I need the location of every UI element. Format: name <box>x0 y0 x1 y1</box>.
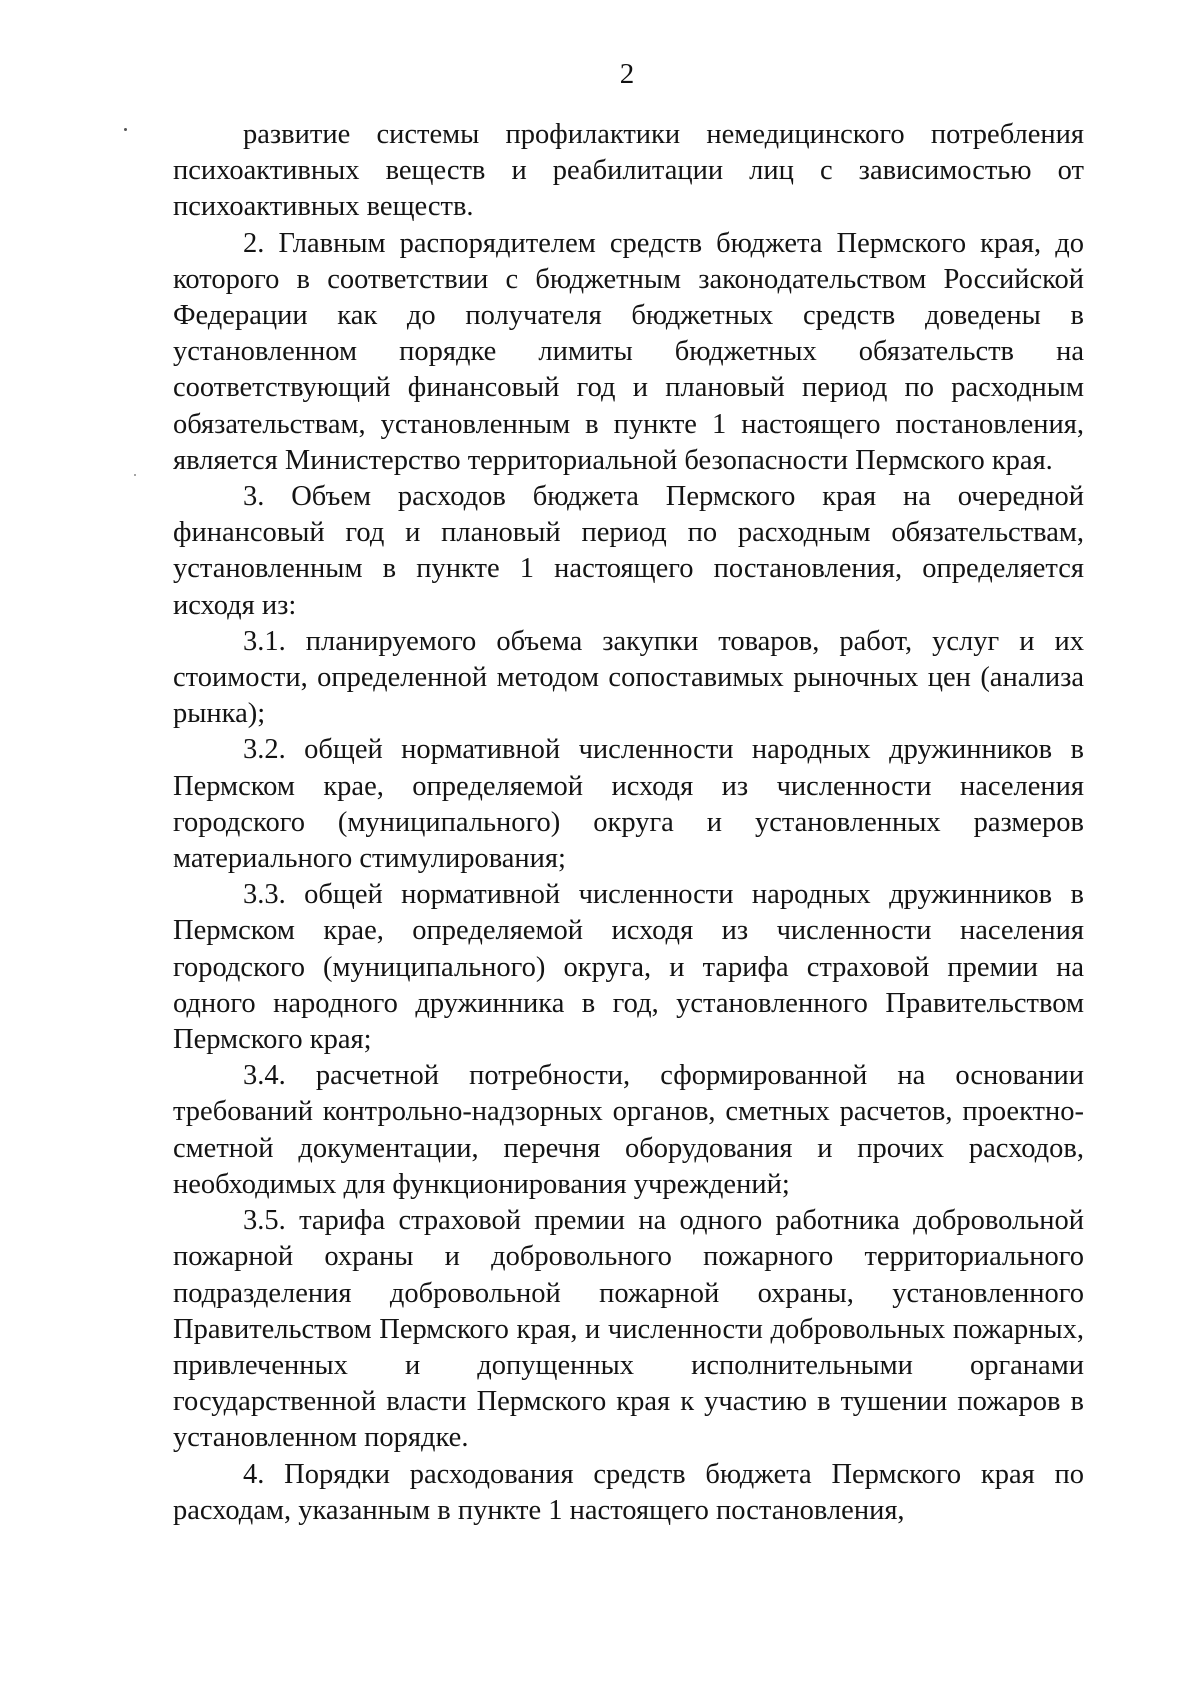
paragraph-3: 3. Объем расходов бюджета Пермского края на очередной финансовый год и плановый период по расходным обязательствам, установленным в пункте 1 настоящего постановления, определяется исходя из: <box>173 481 1084 621</box>
scan-speck <box>124 128 127 131</box>
paragraph-3-3: 3.3. общей нормативной численности народных дружинников в Пермском крае, определяемой исходя из численности населения городского (муниципального) округа, и тарифа страховой премии на одного народного дружинника в год, установленного Правительством Пермского края; <box>173 879 1084 1056</box>
scan-speck <box>134 474 136 476</box>
paragraph-3-1: 3.1. планируемого объема закупки товаров, работ, услуг и их стоимости, определенной методом сопоставимых рыночных цен (анализа рынка); <box>173 625 1084 730</box>
paragraph-3-4: 3.4. расчетной потребности, сформированной на основании требований контрольно-надзорных органов, сметных расчетов, проектно-сметной документации, перечня оборудования и прочих расходов, необходимых для функционирования учреждений; <box>173 1060 1084 1200</box>
page-number: 2 <box>619 58 635 90</box>
paragraph-continuation: развитие системы профилактики немедицинского потребления психоактивных веществ и реабилитации лиц с зависимостью от психоактивных веществ. <box>173 119 1084 223</box>
paragraph-3-2: 3.2. общей нормативной численности народных дружинников в Пермском крае, определяемой исходя из численности населения городского (муниципального) округа и установленных размеров материального стимулирования; <box>173 734 1084 875</box>
document-body <box>173 117 1084 1529</box>
paragraph-2: 2. Главным распорядителем средств бюджета Пермского края, до которого в соответствии с бюджетным законодательством Российской Федерации как до получателя бюджетных средств доведены в установленном порядке лимиты бюджетных обязательств на соответствующий финансовый год и плановый период по расходным обязательствам, установленным в пункте 1 настоящего постановления, является Министерство территориальной безопасности Пермского края. <box>173 227 1084 476</box>
paragraph-3-5: 3.5. тарифа страховой премии на одного работника добровольной пожарной охраны и добровольного пожарного территориального подразделения добровольной пожарной охраны, установленного Правительством Пермского края, и численности добровольных пожарных, привлеченных и допущенных исполнительными органами государственной власти Пермского края к участию в тушении пожаров в установленном порядке. <box>173 1205 1084 1454</box>
paragraph-4: 4. Порядки расходования средств бюджета Пермского края по расходам, указанным в пункте 1 настоящего постановления, <box>173 1458 1084 1526</box>
